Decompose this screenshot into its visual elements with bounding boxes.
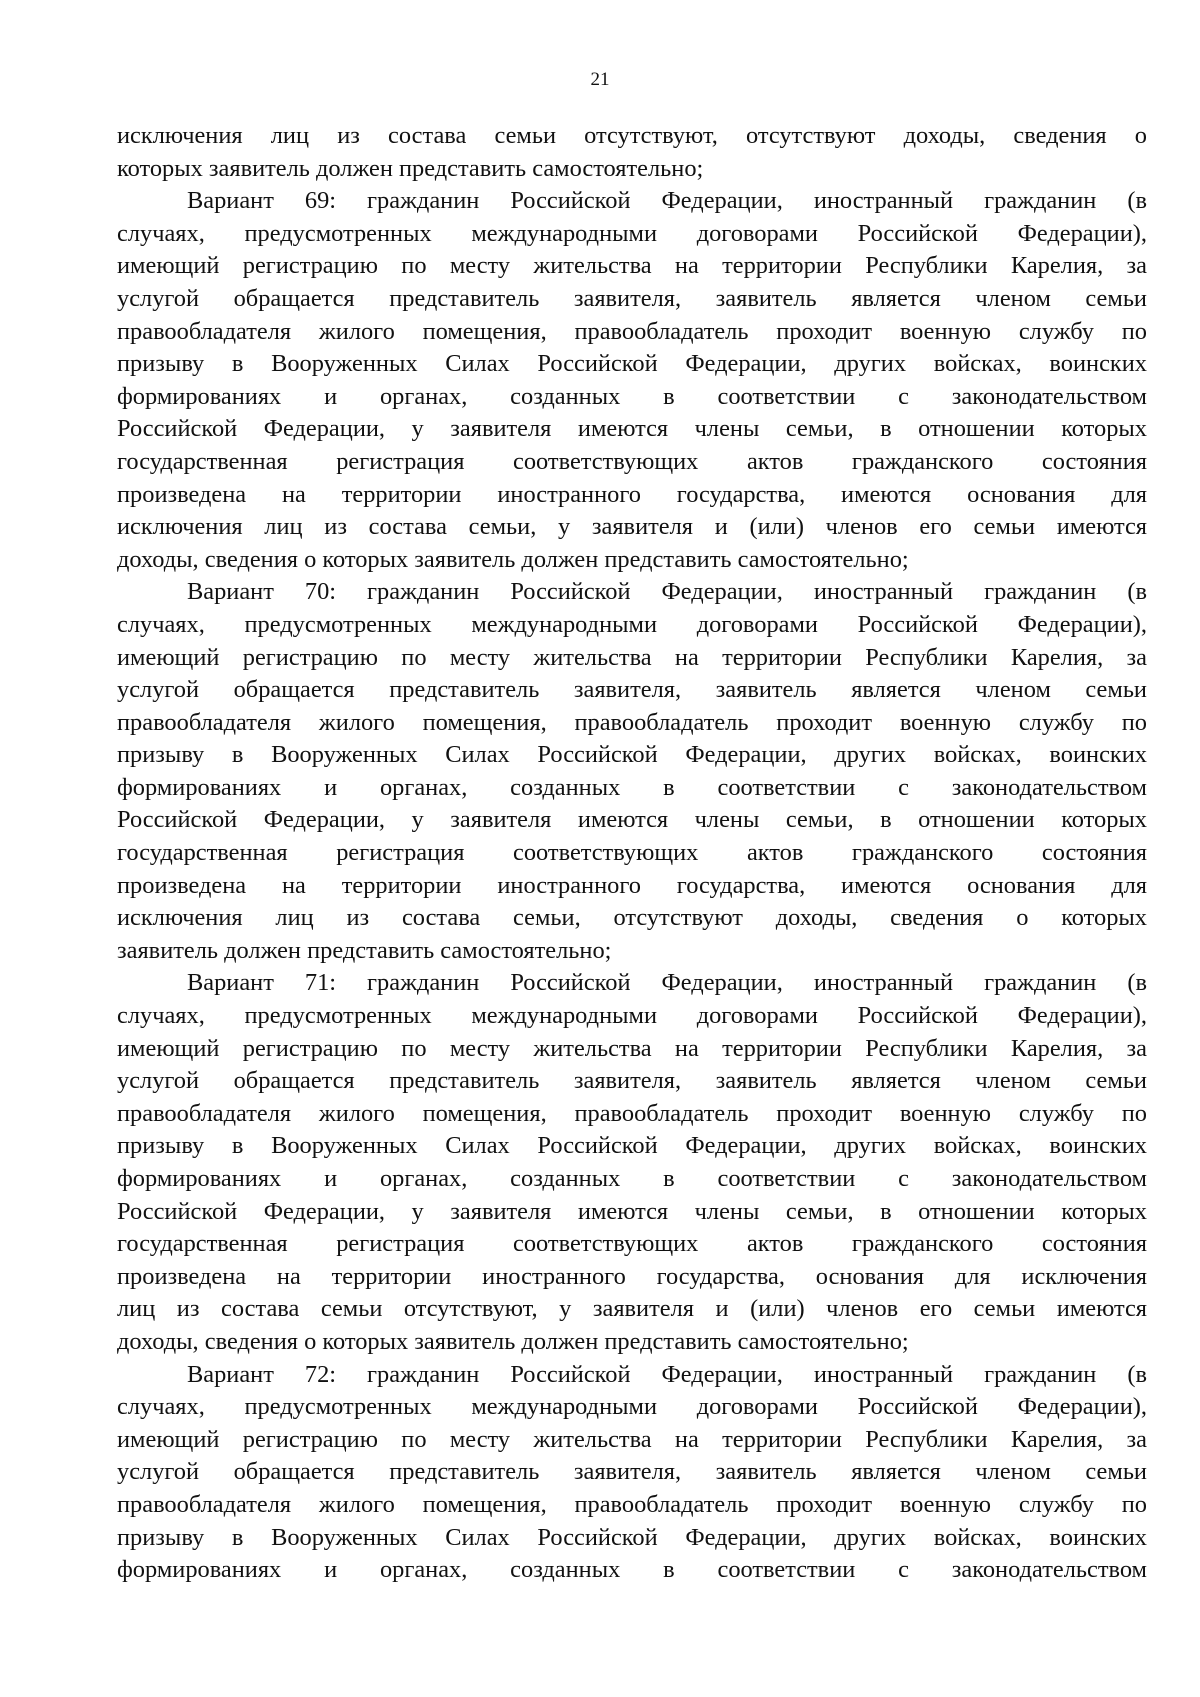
text-line: Вариант 69: гражданин Российской Федерации, иностранный гражданин (в — [187, 187, 1147, 215]
text-line: государственная регистрация соответствующих актов гражданского состояния — [117, 839, 1147, 867]
text-line: случаях, предусмотренных международными договорами Российской Федерации), — [117, 1393, 1147, 1421]
page-number: 21 — [590, 69, 610, 90]
text-line: услугой обращается представитель заявителя, заявитель является членом семьи — [117, 284, 1147, 312]
text-line: имеющий регистрацию по месту жительства на территории Республики Карелия, за — [117, 1034, 1147, 1062]
text-line: которых заявитель должен представить самостоятельно; — [117, 154, 704, 182]
text-line: формированиях и органах, созданных в соответствии с законодательством — [117, 1556, 1147, 1584]
text-line: имеющий регистрацию по месту жительства на территории Республики Карелия, за — [117, 643, 1147, 671]
text-line: призыву в Вооруженных Силах Российской Федерации, других войсках, воинских — [117, 741, 1147, 769]
text-line: произведена на территории иностранного государства, имеются основания для — [117, 480, 1147, 508]
text-line: лиц из состава семьи отсутствуют, у заявителя и (или) членов его семьи имеются — [117, 1295, 1147, 1323]
text-line: случаях, предусмотренных международными договорами Российской Федерации), — [117, 219, 1147, 247]
text-line: Российской Федерации, у заявителя имеются члены семьи, в отношении которых — [117, 415, 1147, 443]
text-line: формированиях и органах, созданных в соответствии с законодательством — [117, 773, 1147, 801]
text-line: правообладателя жилого помещения, правообладатель проходит военную службу по — [117, 317, 1147, 345]
text-line: Российской Федерации, у заявителя имеются члены семьи, в отношении которых — [117, 806, 1147, 834]
text-line: доходы, сведения о которых заявитель должен представить самостоятельно; — [117, 1327, 909, 1355]
text-line: призыву в Вооруженных Силах Российской Федерации, других войсках, воинских — [117, 1523, 1147, 1551]
text-line: услугой обращается представитель заявителя, заявитель является членом семьи — [117, 676, 1147, 704]
text-line: имеющий регистрацию по месту жительства на территории Республики Карелия, за — [117, 1425, 1147, 1453]
text-line: Вариант 72: гражданин Российской Федерации, иностранный гражданин (в — [187, 1360, 1147, 1388]
text-line: исключения лиц из состава семьи, у заявителя и (или) членов его семьи имеются — [117, 513, 1147, 541]
paragraph-variant-70 — [117, 576, 1147, 967]
text-line: услугой обращается представитель заявителя, заявитель является членом семьи — [117, 1067, 1147, 1095]
paragraph-continuation — [117, 120, 1147, 185]
text-line: государственная регистрация соответствующих актов гражданского состояния — [117, 447, 1147, 475]
text-line: случаях, предусмотренных международными договорами Российской Федерации), — [117, 1002, 1147, 1030]
text-line: призыву в Вооруженных Силах Российской Федерации, других войсках, воинских — [117, 350, 1147, 378]
text-line: исключения лиц из состава семьи отсутствуют, отсутствуют доходы, сведения о — [117, 122, 1147, 149]
text-line: Российской Федерации, у заявителя имеются члены семьи, в отношении которых — [117, 1197, 1147, 1225]
text-line: призыву в Вооруженных Силах Российской Федерации, других войсках, воинских — [117, 1132, 1147, 1160]
text-line: правообладателя жилого помещения, правообладатель проходит военную службу по — [117, 1490, 1147, 1518]
text-line: формированиях и органах, созданных в соответствии с законодательством — [117, 382, 1147, 410]
paragraph-variant-72 — [117, 1359, 1147, 1587]
text-line: произведена на территории иностранного государства, основания для исключения — [117, 1262, 1147, 1290]
text-line: произведена на территории иностранного государства, имеются основания для — [117, 871, 1147, 899]
text-line: Вариант 70: гражданин Российской Федерации, иностранный гражданин (в — [187, 578, 1147, 606]
text-line: правообладателя жилого помещения, правообладатель проходит военную службу по — [117, 1099, 1147, 1127]
text-line: Вариант 71: гражданин Российской Федерации, иностранный гражданин (в — [187, 969, 1147, 997]
document-body — [117, 120, 1147, 1587]
paragraph-variant-71 — [117, 967, 1147, 1358]
text-line: случаях, предусмотренных международными договорами Российской Федерации), — [117, 610, 1147, 638]
text-line: заявитель должен представить самостоятельно; — [117, 936, 612, 964]
text-line: государственная регистрация соответствующих актов гражданского состояния — [117, 1230, 1147, 1258]
text-line: доходы, сведения о которых заявитель должен представить самостоятельно; — [117, 545, 909, 573]
text-line: формированиях и органах, созданных в соответствии с законодательством — [117, 1165, 1147, 1192]
paragraph-variant-69 — [117, 185, 1147, 576]
text-line: исключения лиц из состава семьи, отсутствуют доходы, сведения о которых — [117, 904, 1147, 932]
text-line: услугой обращается представитель заявителя, заявитель является членом семьи — [117, 1458, 1147, 1486]
text-line: правообладателя жилого помещения, правообладатель проходит военную службу по — [117, 708, 1147, 736]
text-line: имеющий регистрацию по месту жительства на территории Республики Карелия, за — [117, 252, 1147, 280]
